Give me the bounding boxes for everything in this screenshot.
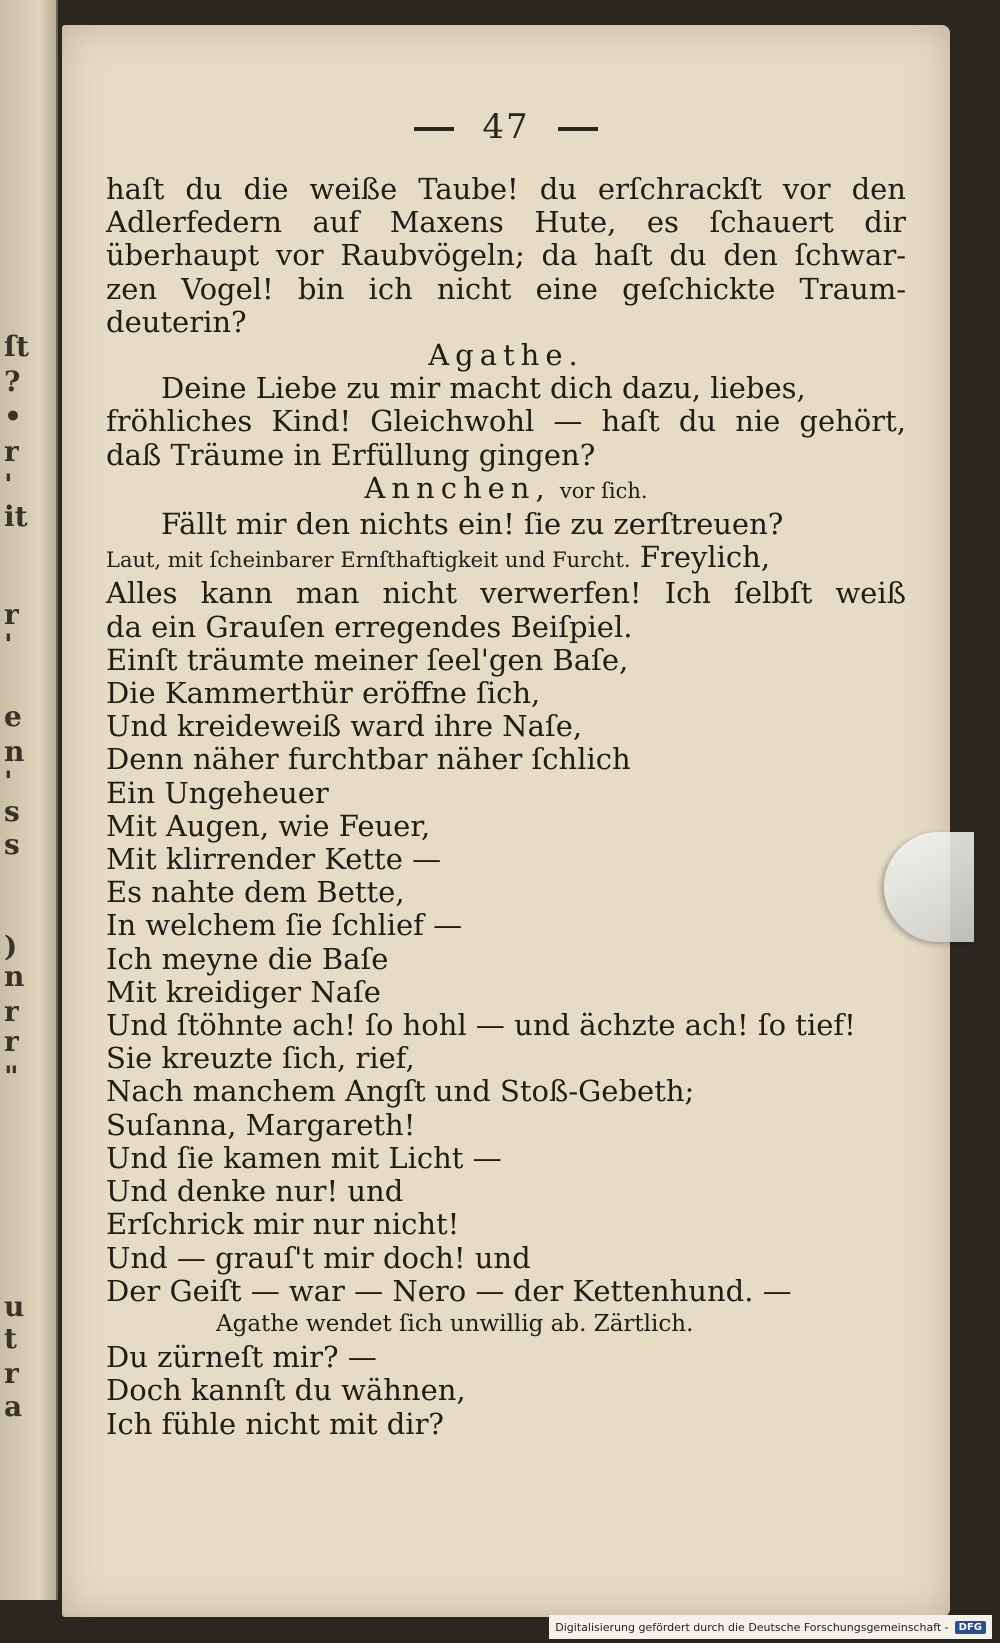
text-line: überhaupt vor Raubvögeln; da haſt du den ſchwar- [106, 238, 906, 273]
footer-text: Digitalisierung gefördert durch die Deutsche Forschungsgemeinschaft - [555, 1620, 949, 1634]
text-line: da ein Grauſen erregendes Beiſpiel. [106, 609, 633, 644]
stage-direction: Agathe wendet ſich unwillig ab. Zärtlich. [216, 1310, 694, 1337]
speaker-name: Agathe. [428, 338, 584, 373]
facing-page-glyph: ) [4, 930, 18, 963]
verse-line: Ein Ungeheuer [106, 775, 329, 810]
text-line: haſt du die weiße Taube! du erſchrackſt vor den [106, 172, 906, 206]
verse-line: Ich fühle nicht mit dir? [106, 1406, 444, 1441]
verse-line: Erſchrick mir nur nicht! [106, 1207, 460, 1242]
facing-page-glyph: ' [4, 765, 13, 798]
facing-page-glyph: ' [4, 468, 13, 501]
verse-line: Und denke nur! und [106, 1174, 404, 1209]
text-line: Deine Liebe zu mir macht dich dazu, liebes, [161, 371, 806, 406]
text-line: Fällt mir den nichts ein! ſie zu zerſtreuen? [161, 507, 784, 542]
verse-line: Es nahte dem Bette, [106, 875, 405, 910]
facing-page-glyph: s [4, 795, 20, 828]
text-line: fröhliches Kind! Gleichwohl — haſt du nie gehört, [106, 404, 906, 439]
page-number-dash-right [558, 127, 598, 131]
verse-line: Und ſtöhnte ach! ſo hohl — und ächzte ach! ſo tief! [106, 1008, 856, 1043]
facing-page-glyph: r [4, 435, 19, 468]
facing-page-glyph: ſt [4, 330, 29, 363]
text-line: zen Vogel! bin ich nicht eine geſchickte Traum- [106, 271, 906, 306]
facing-page-glyph: t [4, 1322, 17, 1355]
facing-page-glyph: n [4, 960, 25, 993]
verse-line: Mit Augen, wie Feuer, [106, 808, 431, 843]
verse-line: Doch kannſt du wähnen, [106, 1373, 466, 1408]
verse-line: Du zürneſt mir? — [106, 1340, 377, 1375]
verse-line: Der Geiſt — war — Nero — der Kettenhund. — [106, 1273, 792, 1308]
verse-line: Nach manchem Angſt und Stoß-Gebeth; [106, 1074, 695, 1109]
verse-line: Denn näher furchtbar näher ſchlich [106, 742, 631, 777]
text-line: daß Träume in Erfüllung gingen? [106, 437, 596, 472]
text-line [106, 541, 906, 577]
facing-page-glyph: e [4, 700, 22, 733]
verse-line: In welchem ſie ſchlief — [106, 908, 463, 943]
facing-page-glyph: r [4, 1357, 19, 1390]
page-body [106, 173, 906, 1441]
facing-page-glyph: n [4, 735, 25, 768]
verse-line: Und ſie kamen mit Licht — [106, 1140, 502, 1175]
text-line: Alles kann man nicht verwerfen! Ich ſelbſt weiß [106, 576, 906, 611]
verse-line: Die Kammerthür eröffne ſich, [106, 676, 541, 711]
facing-page-glyph: ? [4, 365, 21, 398]
verse-line: Mit klirrender Kette — [106, 842, 442, 877]
verse-line: Und kreideweiß ward ihre Naſe, [106, 709, 583, 744]
facing-page-glyph: a [4, 1390, 23, 1423]
dfg-logo: DFG [955, 1621, 986, 1634]
verse-block [106, 644, 906, 1441]
page-number [62, 107, 950, 147]
speaker-name: Annchen, [364, 470, 551, 505]
facing-page-glyph: ' [4, 628, 13, 661]
stage-direction: vor ſich. [559, 478, 648, 503]
book-page [62, 25, 950, 1617]
facing-page-glyph: r [4, 995, 19, 1028]
facing-page-glyph: it [4, 500, 28, 533]
speaker-line [106, 472, 906, 508]
verse-line: Und — grauſ't mir doch! und [106, 1240, 531, 1275]
facing-page-glyph: r [4, 1025, 19, 1058]
facing-page-glyph: • [4, 400, 22, 433]
stage-direction: Laut, mit ſcheinbarer Ernſthaftigkeit und Furcht. [106, 548, 631, 573]
facing-page-glyph: u [4, 1290, 25, 1323]
dialogue-text: Freylich, [639, 540, 771, 575]
facing-page-edge [0, 0, 58, 1600]
verse-line: Ich meyne die Baſe [106, 941, 389, 976]
digitization-footer [549, 1615, 992, 1639]
verse-line: Einſt träumte meiner ſeel'gen Baſe, [106, 642, 629, 677]
text-line: Adlerfedern auf Maxens Hute, es ſchauert dir [106, 205, 906, 240]
page-number-value: 47 [482, 107, 530, 147]
verse-line: Mit kreidiger Naſe [106, 974, 381, 1009]
verse-line: Sie kreuzte ſich, rief, [106, 1041, 415, 1076]
page-number-dash-left [414, 127, 454, 131]
facing-page-glyph: r [4, 598, 19, 631]
verse-line: Suſanna, Margareth! [106, 1107, 416, 1142]
facing-page-glyph: " [4, 1060, 19, 1093]
facing-page-glyph: s [4, 828, 20, 861]
text-line: deuterin? [106, 304, 247, 339]
